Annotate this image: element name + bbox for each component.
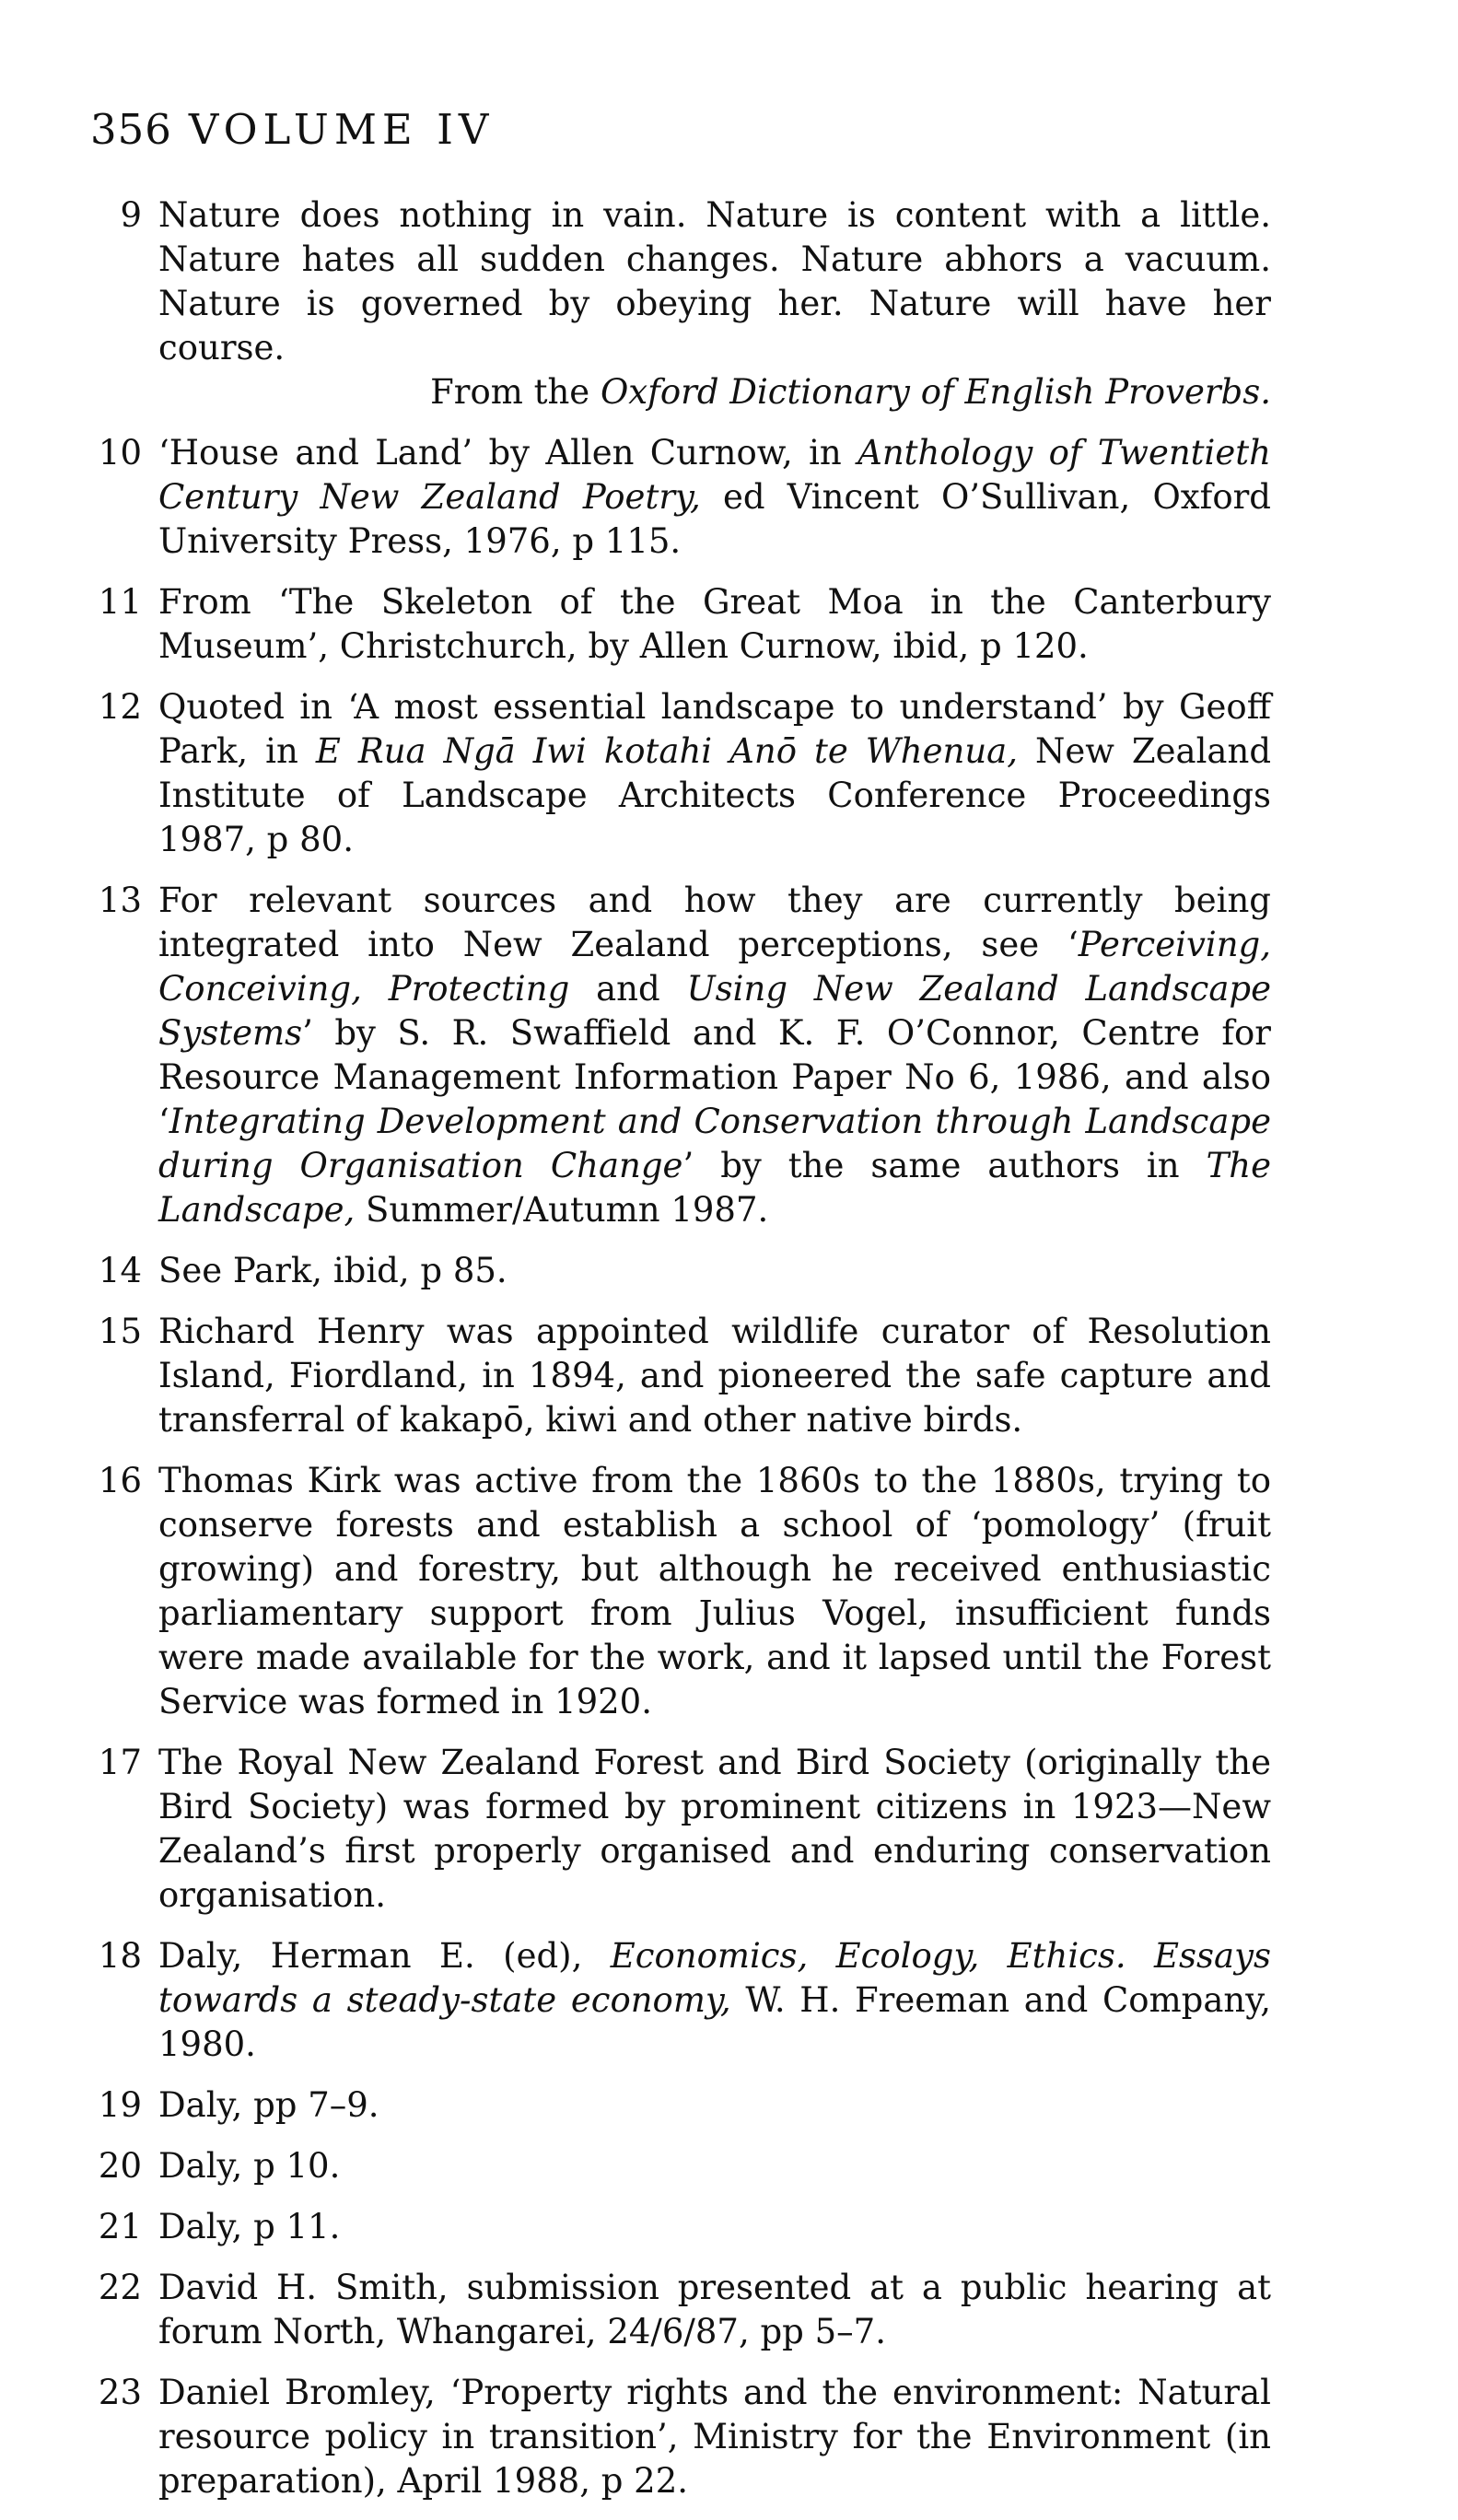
note-number: 13 (98, 881, 142, 920)
note-text: Richard Henry was appointed wildlife curator of Resolution Island, Fiordland, in 1894, and pioneered the safe capture and transferral of kakapō, kiwi and other native birds. (158, 1312, 1271, 1440)
endnote-15 (90, 1310, 1271, 1442)
endnote-14 (90, 1249, 1271, 1293)
note-number: 14 (98, 1251, 142, 1290)
note-number: 21 (98, 2207, 142, 2246)
note-source: From the Oxford Dictionary of English Proverbs. (430, 372, 1271, 412)
note-text: Daly, p 11. (158, 2207, 341, 2246)
endnote-21 (90, 2205, 1271, 2249)
note-number: 18 (98, 1936, 142, 1976)
endnote-12: 12 Quoted in ‘A most essential landscape to understand’ by Geoff Park, in E Rua Ngā Iwi kotahi Anō te Whenua, New Zealand Institute of Landscape Architects Conference Proceedings 1987, p 80. (90, 685, 1271, 862)
volume-title: VOLUME IV (188, 105, 495, 154)
work-title: Using New Zealand Landscape Systems (158, 969, 1271, 1053)
note-number: 10 (98, 433, 142, 472)
note-text: From ‘The Skeleton of the Great Moa in the Canterbury Museum’, Christchurch, by Allen Curnow, ibid, p 120. (158, 582, 1271, 666)
note-number: 20 (98, 2146, 142, 2186)
note-text: Daly, p 10. (158, 2146, 341, 2186)
endnote-18: 18 Daly, Herman E. (ed), Economics, Ecology, Ethics. Essays towards a steady-state economy, W. H. Freeman and Company, 1980. (90, 1934, 1271, 2067)
note-text: Daniel Bromley, ‘Property rights and the environment: Natural resource policy in transition’, Ministry for the Environment (in preparation), April 1988, p 22. (158, 2373, 1271, 2501)
endnote-23 (90, 2371, 1271, 2503)
endnote-19 (90, 2083, 1271, 2128)
endnote-13: 13 For relevant sources and how they are currently being integrated into New Zealand perceptions, see ‘Perceiving, Conceiving, Protecting and Using New Zealand Landscape Systems’ by S. R. Swaffield and K. F. O’Connor, Centre for Resource Management Information Paper No 6, 1986, and also ‘Integrating Development and Conservation through Landscape during Organisation Change’ by the same authors in The Landscape, Summer/Autumn 1987. (90, 879, 1271, 1232)
endnotes-list (90, 193, 1271, 2520)
note-text: The Royal New Zealand Forest and Bird Society (originally the Bird Society) was formed by prominent citizens in 1923—New Zealand’s first properly organised and enduring conservation organisation. (158, 1743, 1271, 1915)
note-text: Thomas Kirk was active from the 1860s to the 1880s, trying to conserve forests and establish a school of ‘pomology’ (fruit growing) and forestry, but although he received enthusiastic parliamentary support from Julius Vogel, insufficient funds were made available for the work, and it lapsed until the Forest Service was formed in 1920. (158, 1461, 1271, 1721)
note-number: 11 (98, 582, 142, 622)
endnote-9 (90, 193, 1271, 414)
note-number: 12 (98, 687, 142, 727)
endnote-16 (90, 1459, 1271, 1724)
running-head (90, 105, 495, 154)
work-title: Integrating Development and Conservation through Landscape during Organisation Change (158, 1102, 1271, 1185)
note-text: See Park, ibid, p 85. (158, 1251, 507, 1290)
source-title: Oxford Dictionary of English Proverbs. (600, 372, 1271, 412)
endnote-10: 10 ‘House and Land’ by Allen Curnow, in Anthology of Twentieth Century New Zealand Poetry, ed Vincent O’Sullivan, Oxford University Press, 1976, p 115. (90, 431, 1271, 564)
work-title: E Rua Ngā Iwi kotahi Anō te Whenua, (315, 731, 1018, 771)
note-number: 23 (98, 2373, 142, 2412)
endnote-17 (90, 1741, 1271, 1918)
note-number: 16 (98, 1461, 142, 1500)
endnote-22 (90, 2266, 1271, 2354)
work-title: Economics, Ecology, Ethics. Essays towards a steady-state economy, (158, 1936, 1271, 2020)
note-number: 15 (98, 1312, 142, 1351)
note-text: Nature does nothing in vain. Nature is content with a little. Nature hates all sudden changes. Nature abhors a vacuum. Nature is governed by obeying her. Nature will have her course. (158, 195, 1271, 368)
work-title: Perceiving, Conceiving, Protecting (158, 925, 1271, 1009)
note-number: 19 (98, 2085, 142, 2125)
page-number: 356 (90, 105, 172, 154)
endnote-11 (90, 580, 1271, 669)
note-text: Daly, pp 7–9. (158, 2085, 379, 2125)
endnote-20 (90, 2144, 1271, 2188)
note-number: 9 (120, 195, 142, 235)
work-title: The Landscape, (158, 1146, 1271, 1230)
note-number: 22 (98, 2268, 142, 2307)
note-text: David H. Smith, submission presented at a public hearing at forum North, Whangarei, 24/6/87, pp 5–7. (158, 2268, 1271, 2351)
work-title: Anthology of Twentieth Century New Zealand Poetry, (158, 433, 1271, 517)
note-number: 17 (98, 1743, 142, 1782)
